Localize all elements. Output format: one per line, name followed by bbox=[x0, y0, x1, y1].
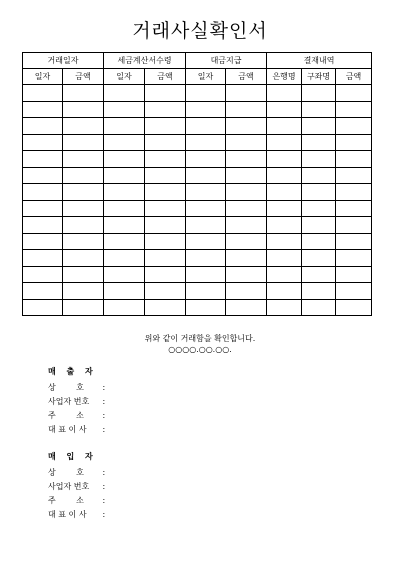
table-cell[interactable] bbox=[267, 283, 302, 300]
table-cell[interactable] bbox=[23, 134, 63, 151]
table-cell[interactable] bbox=[63, 299, 104, 316]
table-row bbox=[23, 200, 372, 217]
table-row bbox=[23, 85, 372, 102]
column-header: 구좌명 bbox=[302, 69, 336, 85]
table-cell[interactable] bbox=[267, 266, 302, 283]
table-cell[interactable] bbox=[104, 217, 145, 234]
table-row bbox=[23, 101, 372, 118]
table-cell[interactable] bbox=[145, 101, 186, 118]
table-cell[interactable] bbox=[267, 167, 302, 184]
table-cell[interactable] bbox=[336, 167, 372, 184]
table-row bbox=[23, 184, 372, 201]
table-cell[interactable] bbox=[104, 134, 145, 151]
field-separator: : bbox=[102, 510, 106, 519]
column-header: 일자 bbox=[23, 69, 63, 85]
table-cell[interactable] bbox=[23, 250, 63, 267]
table-cell[interactable] bbox=[302, 283, 336, 300]
table-cell[interactable] bbox=[302, 101, 336, 118]
column-header: 일자 bbox=[186, 69, 226, 85]
table-cell[interactable] bbox=[336, 184, 372, 201]
table-cell[interactable] bbox=[186, 266, 226, 283]
buyer-heading: 매 입 자 bbox=[48, 452, 97, 461]
table-cell[interactable] bbox=[145, 299, 186, 316]
table-cell[interactable] bbox=[336, 250, 372, 267]
table-cell[interactable] bbox=[63, 250, 104, 267]
table-cell[interactable] bbox=[104, 299, 145, 316]
table-cell[interactable] bbox=[104, 151, 145, 168]
table-cell[interactable] bbox=[302, 266, 336, 283]
table-cell[interactable] bbox=[186, 283, 226, 300]
field-separator: : bbox=[102, 468, 106, 477]
confirmation-sentence: 위와 같이 거래함을 확인합니다. bbox=[144, 334, 256, 343]
table-cell[interactable] bbox=[302, 200, 336, 217]
buyer-field-name bbox=[48, 466, 105, 480]
table-cell[interactable] bbox=[267, 217, 302, 234]
buyer-field-business-number bbox=[48, 480, 105, 494]
table-cell[interactable] bbox=[186, 85, 226, 102]
table-cell[interactable] bbox=[63, 118, 104, 135]
group-header-row bbox=[23, 53, 372, 69]
table-cell[interactable] bbox=[63, 184, 104, 201]
table-cell[interactable] bbox=[267, 101, 302, 118]
table-cell[interactable] bbox=[226, 250, 267, 267]
table-row bbox=[23, 217, 372, 234]
table-cell[interactable] bbox=[63, 266, 104, 283]
table-cell[interactable] bbox=[186, 151, 226, 168]
table-row bbox=[23, 167, 372, 184]
table-cell[interactable] bbox=[23, 101, 63, 118]
field-separator: : bbox=[102, 482, 106, 491]
table-cell[interactable] bbox=[336, 217, 372, 234]
table-cell[interactable] bbox=[145, 283, 186, 300]
field-label: 대 표 이 사 bbox=[48, 425, 87, 434]
table-cell[interactable] bbox=[63, 217, 104, 234]
table-cell[interactable] bbox=[63, 85, 104, 102]
table-cell[interactable] bbox=[186, 217, 226, 234]
confirmation-block bbox=[0, 333, 400, 355]
table-row bbox=[23, 283, 372, 300]
table-cell[interactable] bbox=[186, 184, 226, 201]
buyer-field-ceo bbox=[48, 508, 105, 522]
table-cell[interactable] bbox=[302, 184, 336, 201]
table-cell[interactable] bbox=[23, 167, 63, 184]
table-cell[interactable] bbox=[226, 283, 267, 300]
table-cell[interactable] bbox=[104, 200, 145, 217]
column-header: 금액 bbox=[63, 69, 104, 85]
table-cell[interactable] bbox=[104, 85, 145, 102]
table-cell[interactable] bbox=[267, 184, 302, 201]
table-cell[interactable] bbox=[23, 233, 63, 250]
table-cell[interactable] bbox=[267, 233, 302, 250]
column-header: 금액 bbox=[145, 69, 186, 85]
field-label: 주 소 bbox=[48, 496, 84, 505]
table-cell[interactable] bbox=[63, 283, 104, 300]
table-cell[interactable] bbox=[226, 184, 267, 201]
confirmation-date: ○○○○.○○.○○. bbox=[168, 345, 232, 354]
table-cell[interactable] bbox=[336, 151, 372, 168]
table-cell[interactable] bbox=[302, 118, 336, 135]
table-row bbox=[23, 266, 372, 283]
table-cell[interactable] bbox=[23, 184, 63, 201]
table-cell[interactable] bbox=[336, 299, 372, 316]
table-cell[interactable] bbox=[63, 167, 104, 184]
field-label: 주 소 bbox=[48, 411, 84, 420]
seller-field-name bbox=[48, 381, 105, 395]
column-header: 금액 bbox=[226, 69, 267, 85]
table-cell[interactable] bbox=[226, 118, 267, 135]
table-cell[interactable] bbox=[104, 101, 145, 118]
table-cell[interactable] bbox=[226, 151, 267, 168]
table-cell[interactable] bbox=[186, 134, 226, 151]
table-cell[interactable] bbox=[104, 266, 145, 283]
field-label: 상 호 bbox=[48, 468, 84, 477]
table-cell[interactable] bbox=[23, 217, 63, 234]
table-cell[interactable] bbox=[226, 200, 267, 217]
seller-field-address bbox=[48, 409, 105, 423]
column-header-row bbox=[23, 69, 372, 85]
table-cell[interactable] bbox=[186, 233, 226, 250]
table-cell[interactable] bbox=[145, 266, 186, 283]
table-cell[interactable] bbox=[186, 118, 226, 135]
table-row bbox=[23, 134, 372, 151]
table-body bbox=[23, 85, 372, 316]
table-cell[interactable] bbox=[23, 118, 63, 135]
column-header: 금액 bbox=[336, 69, 372, 85]
table-cell[interactable] bbox=[23, 266, 63, 283]
field-label: 상 호 bbox=[48, 383, 84, 392]
table-cell[interactable] bbox=[336, 266, 372, 283]
table-cell[interactable] bbox=[302, 134, 336, 151]
table-cell[interactable] bbox=[226, 299, 267, 316]
table-cell[interactable] bbox=[145, 118, 186, 135]
table-cell[interactable] bbox=[23, 283, 63, 300]
field-separator: : bbox=[102, 397, 106, 406]
table-cell[interactable] bbox=[186, 167, 226, 184]
field-label: 사업자 번호 bbox=[48, 397, 90, 406]
table-cell[interactable] bbox=[23, 299, 63, 316]
document-title: 거래사실확인서 bbox=[132, 20, 268, 42]
table-cell[interactable] bbox=[145, 167, 186, 184]
table-cell[interactable] bbox=[145, 217, 186, 234]
table-cell[interactable] bbox=[336, 101, 372, 118]
seller-field-business-number bbox=[48, 395, 105, 409]
table-cell[interactable] bbox=[186, 299, 226, 316]
column-header: 은행명 bbox=[267, 69, 302, 85]
table-cell[interactable] bbox=[302, 299, 336, 316]
table-cell[interactable] bbox=[267, 151, 302, 168]
table-cell[interactable] bbox=[226, 233, 267, 250]
table-cell[interactable] bbox=[104, 118, 145, 135]
table-cell[interactable] bbox=[63, 233, 104, 250]
group-header-settlement: 결재내역 bbox=[267, 53, 372, 69]
table-cell[interactable] bbox=[186, 250, 226, 267]
seller-heading: 매 출 자 bbox=[48, 367, 97, 376]
table-cell[interactable] bbox=[23, 200, 63, 217]
table-row bbox=[23, 118, 372, 135]
table-cell[interactable] bbox=[336, 85, 372, 102]
table-cell[interactable] bbox=[336, 134, 372, 151]
table-cell[interactable] bbox=[226, 85, 267, 102]
table-cell[interactable] bbox=[226, 266, 267, 283]
table-cell[interactable] bbox=[104, 283, 145, 300]
table-cell[interactable] bbox=[226, 167, 267, 184]
group-header-tax-invoice: 세금계산서수령 bbox=[104, 53, 186, 69]
table-cell[interactable] bbox=[302, 250, 336, 267]
table-cell[interactable] bbox=[267, 85, 302, 102]
table-cell[interactable] bbox=[267, 118, 302, 135]
table-cell[interactable] bbox=[145, 85, 186, 102]
table-cell[interactable] bbox=[226, 217, 267, 234]
table-cell[interactable] bbox=[104, 250, 145, 267]
table-cell[interactable] bbox=[63, 151, 104, 168]
field-separator: : bbox=[102, 411, 106, 420]
table-cell[interactable] bbox=[186, 101, 226, 118]
table-cell[interactable] bbox=[226, 134, 267, 151]
table-cell[interactable] bbox=[145, 233, 186, 250]
table-cell[interactable] bbox=[63, 200, 104, 217]
table-cell[interactable] bbox=[145, 134, 186, 151]
table-cell[interactable] bbox=[63, 134, 104, 151]
table-cell[interactable] bbox=[145, 200, 186, 217]
table-cell[interactable] bbox=[302, 167, 336, 184]
table-row bbox=[23, 250, 372, 267]
table-cell[interactable] bbox=[104, 184, 145, 201]
table-cell[interactable] bbox=[302, 151, 336, 168]
table-cell[interactable] bbox=[336, 283, 372, 300]
table-cell[interactable] bbox=[302, 233, 336, 250]
field-separator: : bbox=[102, 425, 106, 434]
table-cell[interactable] bbox=[104, 167, 145, 184]
table-cell[interactable] bbox=[145, 151, 186, 168]
field-separator: : bbox=[102, 383, 106, 392]
table-cell[interactable] bbox=[267, 134, 302, 151]
table-cell[interactable] bbox=[186, 200, 226, 217]
group-header-trade-date: 거래일자 bbox=[23, 53, 104, 69]
table-cell[interactable] bbox=[302, 217, 336, 234]
table-cell[interactable] bbox=[302, 85, 336, 102]
buyer-field-address bbox=[48, 494, 105, 508]
table-cell[interactable] bbox=[23, 151, 63, 168]
table-cell[interactable] bbox=[226, 101, 267, 118]
field-label: 사업자 번호 bbox=[48, 482, 90, 491]
table-row bbox=[23, 151, 372, 168]
transaction-table bbox=[22, 52, 372, 316]
table-cell[interactable] bbox=[336, 233, 372, 250]
column-header: 일자 bbox=[104, 69, 145, 85]
table-cell[interactable] bbox=[267, 299, 302, 316]
buyer-section bbox=[48, 451, 105, 522]
table-cell[interactable] bbox=[336, 200, 372, 217]
field-separator: : bbox=[102, 496, 106, 505]
table-row bbox=[23, 233, 372, 250]
field-label: 대 표 이 사 bbox=[48, 510, 87, 519]
table-cell[interactable] bbox=[145, 184, 186, 201]
table-row bbox=[23, 299, 372, 316]
seller-section bbox=[48, 366, 105, 437]
table-cell[interactable] bbox=[267, 250, 302, 267]
table-cell[interactable] bbox=[267, 200, 302, 217]
table-cell[interactable] bbox=[336, 118, 372, 135]
table-cell[interactable] bbox=[145, 250, 186, 267]
table-cell[interactable] bbox=[63, 101, 104, 118]
group-header-payment: 대금지급 bbox=[186, 53, 267, 69]
table-cell[interactable] bbox=[104, 233, 145, 250]
seller-field-ceo bbox=[48, 423, 105, 437]
table-cell[interactable] bbox=[23, 85, 63, 102]
